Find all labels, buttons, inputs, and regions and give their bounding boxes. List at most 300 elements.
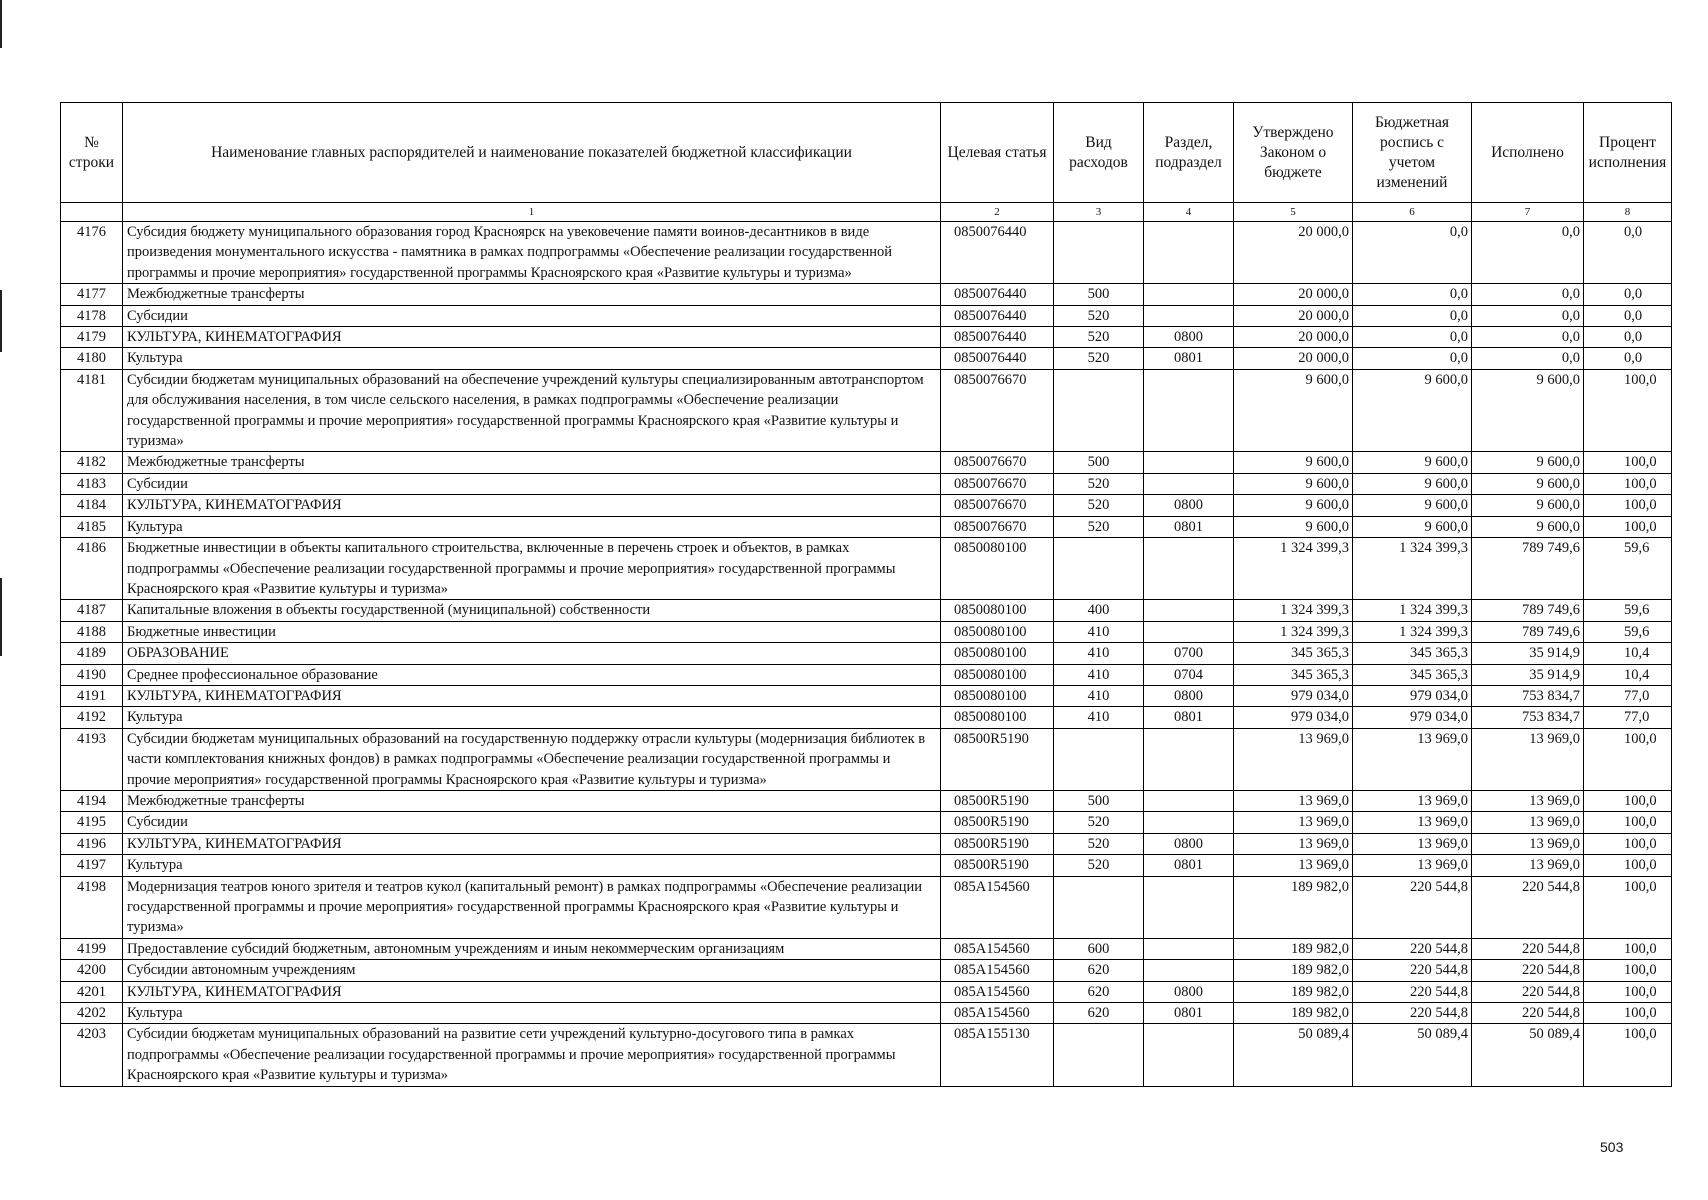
executed-amount: 13 969,0 bbox=[1472, 855, 1584, 876]
expense-type-code: 620 bbox=[1054, 981, 1144, 1002]
column-number: 3 bbox=[1054, 203, 1144, 222]
row-name: Модернизация театров юного зрителя и театров кукол (капитальный ремонт) в рамках подпрограммы «Обеспечение реализации государственной программы и прочие мероприятия» государственной программы Красноярского края «Развитие культуры и туризма» bbox=[123, 876, 941, 938]
scan-margin-mark bbox=[0, 0, 2, 48]
column-number-row bbox=[61, 203, 1672, 222]
approved-amount: 13 969,0 bbox=[1234, 790, 1353, 811]
table-row bbox=[61, 981, 1672, 1002]
execution-percent: 100,0 bbox=[1584, 728, 1672, 790]
approved-amount: 13 969,0 bbox=[1234, 812, 1353, 833]
approved-amount: 20 000,0 bbox=[1234, 348, 1353, 369]
target-article-code: 0850076440 bbox=[941, 327, 1054, 348]
table-row bbox=[61, 876, 1672, 938]
row-name: Межбюджетные трансферты bbox=[123, 284, 941, 305]
row-name: КУЛЬТУРА, КИНЕМАТОГРАФИЯ bbox=[123, 833, 941, 854]
executed-amount: 13 969,0 bbox=[1472, 728, 1584, 790]
row-name: КУЛЬТУРА, КИНЕМАТОГРАФИЯ bbox=[123, 495, 941, 516]
execution-percent: 100,0 bbox=[1584, 369, 1672, 452]
execution-percent: 100,0 bbox=[1584, 981, 1672, 1002]
target-article-code: 085A154560 bbox=[941, 981, 1054, 1002]
row-name: Субсидии bbox=[123, 812, 941, 833]
budget-list-amount: 220 544,8 bbox=[1353, 960, 1472, 981]
section-code: 0800 bbox=[1144, 327, 1234, 348]
executed-amount: 9 600,0 bbox=[1472, 473, 1584, 494]
expense-type-code: 520 bbox=[1054, 473, 1144, 494]
column-number: 5 bbox=[1234, 203, 1353, 222]
budget-list-amount: 9 600,0 bbox=[1353, 495, 1472, 516]
header-name: Наименование главных распорядителей и наименование показателей бюджетной классификации bbox=[123, 103, 941, 203]
column-number: 8 bbox=[1584, 203, 1672, 222]
budget-list-amount: 979 034,0 bbox=[1353, 707, 1472, 728]
execution-percent: 59,6 bbox=[1584, 600, 1672, 621]
executed-amount: 9 600,0 bbox=[1472, 452, 1584, 473]
expense-type-code bbox=[1054, 876, 1144, 938]
row-name: Межбюджетные трансферты bbox=[123, 452, 941, 473]
row-number: 4194 bbox=[61, 790, 123, 811]
section-code bbox=[1144, 600, 1234, 621]
executed-amount: 220 544,8 bbox=[1472, 981, 1584, 1002]
row-number: 4186 bbox=[61, 538, 123, 600]
expense-type-code bbox=[1054, 369, 1144, 452]
row-number: 4183 bbox=[61, 473, 123, 494]
executed-amount: 13 969,0 bbox=[1472, 833, 1584, 854]
executed-amount: 0,0 bbox=[1472, 284, 1584, 305]
row-name: Культура bbox=[123, 707, 941, 728]
target-article-code: 085A154560 bbox=[941, 938, 1054, 959]
row-name: Культура bbox=[123, 855, 941, 876]
expense-type-code: 410 bbox=[1054, 664, 1144, 685]
expense-type-code: 520 bbox=[1054, 305, 1144, 326]
executed-amount: 789 749,6 bbox=[1472, 621, 1584, 642]
budget-list-amount: 1 324 399,3 bbox=[1353, 600, 1472, 621]
column-number: 7 bbox=[1472, 203, 1584, 222]
row-name: Субсидия бюджету муниципального образования город Красноярск на увековечение памяти воинов-десантников в виде произведения монументального искусства - памятника в рамках подпрограммы «Обеспечение реализации государственной программы и прочие мероприятия» государственной программы Красноярского края «Развитие культуры и туризма» bbox=[123, 222, 941, 284]
row-number: 4181 bbox=[61, 369, 123, 452]
header-row-number: № строки bbox=[61, 103, 123, 203]
row-name: Межбюджетные трансферты bbox=[123, 790, 941, 811]
table-row bbox=[61, 728, 1672, 790]
execution-percent: 77,0 bbox=[1584, 707, 1672, 728]
row-name: Субсидии автономным учреждениям bbox=[123, 960, 941, 981]
table-row bbox=[61, 1003, 1672, 1024]
target-article-code: 0850080100 bbox=[941, 664, 1054, 685]
table-row bbox=[61, 938, 1672, 959]
row-number: 4198 bbox=[61, 876, 123, 938]
header-approved: Утверждено Законом о бюджете bbox=[1234, 103, 1353, 203]
target-article-code: 08500R5190 bbox=[941, 812, 1054, 833]
column-number-blank bbox=[61, 203, 123, 222]
execution-percent: 100,0 bbox=[1584, 1024, 1672, 1086]
expense-type-code: 520 bbox=[1054, 833, 1144, 854]
section-code bbox=[1144, 621, 1234, 642]
row-number: 4189 bbox=[61, 643, 123, 664]
row-number: 4197 bbox=[61, 855, 123, 876]
expense-type-code bbox=[1054, 222, 1144, 284]
row-name: Субсидии bbox=[123, 473, 941, 494]
section-code: 0800 bbox=[1144, 495, 1234, 516]
execution-percent: 100,0 bbox=[1584, 473, 1672, 494]
header-percent: Процент исполнения bbox=[1584, 103, 1672, 203]
execution-percent: 0,0 bbox=[1584, 284, 1672, 305]
row-name: Предоставление субсидий бюджетным, автономным учреждениям и иным некоммерческим организациям bbox=[123, 938, 941, 959]
budget-list-amount: 9 600,0 bbox=[1353, 516, 1472, 537]
budget-list-amount: 13 969,0 bbox=[1353, 855, 1472, 876]
row-name: Бюджетные инвестиции в объекты капитального строительства, включенные в перечень строек и объектов, в рамках подпрограммы «Обеспечение реализации государственной программы и прочие мероприятия» государственной программы Красноярского края «Развитие культуры и туризма» bbox=[123, 538, 941, 600]
section-code: 0700 bbox=[1144, 643, 1234, 664]
row-number: 4188 bbox=[61, 621, 123, 642]
row-number: 4176 bbox=[61, 222, 123, 284]
target-article-code: 085A154560 bbox=[941, 1003, 1054, 1024]
approved-amount: 20 000,0 bbox=[1234, 305, 1353, 326]
section-code bbox=[1144, 938, 1234, 959]
expense-type-code: 520 bbox=[1054, 495, 1144, 516]
table-body bbox=[61, 222, 1672, 1087]
table-row bbox=[61, 222, 1672, 284]
target-article-code: 0850076670 bbox=[941, 473, 1054, 494]
budget-list-amount: 50 089,4 bbox=[1353, 1024, 1472, 1086]
row-name: Субсидии бюджетам муниципальных образований на обеспечение учреждений культуры специализированным автотранспортом для обслуживания населения, в том числе сельского населения, в рамках подпрограммы «Обеспечение реализации государственной программы и прочие мероприятия» государственной программы Красноярского края «Развитие культуры и туризма» bbox=[123, 369, 941, 452]
expense-type-code bbox=[1054, 538, 1144, 600]
expense-type-code: 600 bbox=[1054, 938, 1144, 959]
row-number: 4178 bbox=[61, 305, 123, 326]
approved-amount: 1 324 399,3 bbox=[1234, 538, 1353, 600]
table-row bbox=[61, 664, 1672, 685]
executed-amount: 9 600,0 bbox=[1472, 495, 1584, 516]
row-number: 4196 bbox=[61, 833, 123, 854]
target-article-code: 0850076440 bbox=[941, 284, 1054, 305]
row-number: 4187 bbox=[61, 600, 123, 621]
executed-amount: 220 544,8 bbox=[1472, 938, 1584, 959]
budget-list-amount: 0,0 bbox=[1353, 305, 1472, 326]
execution-percent: 100,0 bbox=[1584, 1003, 1672, 1024]
target-article-code: 08500R5190 bbox=[941, 790, 1054, 811]
section-code bbox=[1144, 728, 1234, 790]
execution-percent: 100,0 bbox=[1584, 812, 1672, 833]
section-code: 0801 bbox=[1144, 1003, 1234, 1024]
row-number: 4193 bbox=[61, 728, 123, 790]
approved-amount: 9 600,0 bbox=[1234, 452, 1353, 473]
executed-amount: 0,0 bbox=[1472, 222, 1584, 284]
execution-percent: 59,6 bbox=[1584, 538, 1672, 600]
section-code: 0800 bbox=[1144, 833, 1234, 854]
approved-amount: 20 000,0 bbox=[1234, 222, 1353, 284]
target-article-code: 0850080100 bbox=[941, 685, 1054, 706]
execution-percent: 100,0 bbox=[1584, 938, 1672, 959]
row-number: 4177 bbox=[61, 284, 123, 305]
section-code bbox=[1144, 1024, 1234, 1086]
section-code bbox=[1144, 812, 1234, 833]
row-number: 4199 bbox=[61, 938, 123, 959]
target-article-code: 0850080100 bbox=[941, 621, 1054, 642]
approved-amount: 189 982,0 bbox=[1234, 1003, 1353, 1024]
executed-amount: 0,0 bbox=[1472, 348, 1584, 369]
table-row bbox=[61, 327, 1672, 348]
row-name: Культура bbox=[123, 516, 941, 537]
approved-amount: 9 600,0 bbox=[1234, 473, 1353, 494]
scan-margin-mark bbox=[0, 578, 2, 656]
header-section: Раздел, подраздел bbox=[1144, 103, 1234, 203]
expense-type-code: 500 bbox=[1054, 790, 1144, 811]
expense-type-code: 520 bbox=[1054, 812, 1144, 833]
budget-list-amount: 0,0 bbox=[1353, 327, 1472, 348]
section-code bbox=[1144, 473, 1234, 494]
row-number: 4192 bbox=[61, 707, 123, 728]
expense-type-code: 520 bbox=[1054, 516, 1144, 537]
table-row bbox=[61, 369, 1672, 452]
approved-amount: 1 324 399,3 bbox=[1234, 621, 1353, 642]
row-number: 4190 bbox=[61, 664, 123, 685]
header-executed: Исполнено bbox=[1472, 103, 1584, 203]
target-article-code: 08500R5190 bbox=[941, 855, 1054, 876]
budget-list-amount: 0,0 bbox=[1353, 284, 1472, 305]
executed-amount: 220 544,8 bbox=[1472, 960, 1584, 981]
target-article-code: 085A154560 bbox=[941, 960, 1054, 981]
row-name: Субсидии бюджетам муниципальных образований на государственную поддержку отрасли культуры (модернизация библиотек в части комплектования книжных фондов) в рамках подпрограммы «Обеспечение реализации государственной программы и прочие мероприятия» государственной программы Красноярского края «Развитие культуры и туризма» bbox=[123, 728, 941, 790]
budget-list-amount: 0,0 bbox=[1353, 222, 1472, 284]
budget-list-amount: 220 544,8 bbox=[1353, 938, 1472, 959]
expense-type-code: 520 bbox=[1054, 855, 1144, 876]
expense-type-code: 410 bbox=[1054, 643, 1144, 664]
column-number: 6 bbox=[1353, 203, 1472, 222]
executed-amount: 35 914,9 bbox=[1472, 664, 1584, 685]
approved-amount: 9 600,0 bbox=[1234, 516, 1353, 537]
row-number: 4182 bbox=[61, 452, 123, 473]
budget-list-amount: 13 969,0 bbox=[1353, 728, 1472, 790]
section-code: 0800 bbox=[1144, 685, 1234, 706]
executed-amount: 0,0 bbox=[1472, 305, 1584, 326]
executed-amount: 13 969,0 bbox=[1472, 812, 1584, 833]
target-article-code: 0850080100 bbox=[941, 643, 1054, 664]
budget-execution-table bbox=[60, 102, 1672, 1087]
execution-percent: 100,0 bbox=[1584, 790, 1672, 811]
execution-percent: 100,0 bbox=[1584, 516, 1672, 537]
budget-list-amount: 220 544,8 bbox=[1353, 1003, 1472, 1024]
budget-list-amount: 13 969,0 bbox=[1353, 790, 1472, 811]
row-name: Капитальные вложения в объекты государственной (муниципальной) собственности bbox=[123, 600, 941, 621]
row-number: 4184 bbox=[61, 495, 123, 516]
execution-percent: 0,0 bbox=[1584, 222, 1672, 284]
row-name: Субсидии бюджетам муниципальных образований на развитие сети учреждений культурно-досугового типа в рамках подпрограммы «Обеспечение реализации государственной программы и прочие мероприятия» государственной программы Красноярского края «Развитие культуры и туризма» bbox=[123, 1024, 941, 1086]
table-row bbox=[61, 452, 1672, 473]
table-row bbox=[61, 600, 1672, 621]
budget-list-amount: 345 365,3 bbox=[1353, 664, 1472, 685]
execution-percent: 0,0 bbox=[1584, 305, 1672, 326]
approved-amount: 189 982,0 bbox=[1234, 938, 1353, 959]
target-article-code: 085A155130 bbox=[941, 1024, 1054, 1086]
approved-amount: 189 982,0 bbox=[1234, 876, 1353, 938]
table-row bbox=[61, 685, 1672, 706]
executed-amount: 220 544,8 bbox=[1472, 1003, 1584, 1024]
execution-percent: 100,0 bbox=[1584, 452, 1672, 473]
row-number: 4191 bbox=[61, 685, 123, 706]
execution-percent: 0,0 bbox=[1584, 348, 1672, 369]
row-number: 4203 bbox=[61, 1024, 123, 1086]
target-article-code: 085A154560 bbox=[941, 876, 1054, 938]
table-row bbox=[61, 643, 1672, 664]
scan-margin-mark bbox=[0, 290, 2, 352]
approved-amount: 13 969,0 bbox=[1234, 855, 1353, 876]
execution-percent: 100,0 bbox=[1584, 876, 1672, 938]
target-article-code: 0850080100 bbox=[941, 600, 1054, 621]
section-code bbox=[1144, 960, 1234, 981]
row-name: Культура bbox=[123, 348, 941, 369]
table-row bbox=[61, 707, 1672, 728]
section-code: 0704 bbox=[1144, 664, 1234, 685]
column-number: 2 bbox=[941, 203, 1054, 222]
row-name: Субсидии bbox=[123, 305, 941, 326]
target-article-code: 0850076670 bbox=[941, 452, 1054, 473]
execution-percent: 10,4 bbox=[1584, 664, 1672, 685]
executed-amount: 35 914,9 bbox=[1472, 643, 1584, 664]
table-row bbox=[61, 538, 1672, 600]
approved-amount: 20 000,0 bbox=[1234, 327, 1353, 348]
budget-list-amount: 1 324 399,3 bbox=[1353, 538, 1472, 600]
budget-list-amount: 979 034,0 bbox=[1353, 685, 1472, 706]
budget-list-amount: 220 544,8 bbox=[1353, 876, 1472, 938]
table-row bbox=[61, 473, 1672, 494]
approved-amount: 20 000,0 bbox=[1234, 284, 1353, 305]
target-article-code: 08500R5190 bbox=[941, 833, 1054, 854]
expense-type-code: 520 bbox=[1054, 327, 1144, 348]
section-code bbox=[1144, 876, 1234, 938]
table-row bbox=[61, 621, 1672, 642]
execution-percent: 100,0 bbox=[1584, 495, 1672, 516]
execution-percent: 10,4 bbox=[1584, 643, 1672, 664]
header-budget-list: Бюджетная роспись с учетом изменений bbox=[1353, 103, 1472, 203]
target-article-code: 0850076670 bbox=[941, 516, 1054, 537]
table-row bbox=[61, 284, 1672, 305]
approved-amount: 189 982,0 bbox=[1234, 981, 1353, 1002]
table-row bbox=[61, 855, 1672, 876]
expense-type-code: 620 bbox=[1054, 960, 1144, 981]
expense-type-code: 620 bbox=[1054, 1003, 1144, 1024]
executed-amount: 9 600,0 bbox=[1472, 369, 1584, 452]
executed-amount: 50 089,4 bbox=[1472, 1024, 1584, 1086]
row-name: Культура bbox=[123, 1003, 941, 1024]
execution-percent: 100,0 bbox=[1584, 833, 1672, 854]
expense-type-code: 400 bbox=[1054, 600, 1144, 621]
budget-list-amount: 9 600,0 bbox=[1353, 473, 1472, 494]
row-name: ОБРАЗОВАНИЕ bbox=[123, 643, 941, 664]
row-name: КУЛЬТУРА, КИНЕМАТОГРАФИЯ bbox=[123, 981, 941, 1002]
approved-amount: 50 089,4 bbox=[1234, 1024, 1353, 1086]
table-row bbox=[61, 495, 1672, 516]
execution-percent: 100,0 bbox=[1584, 855, 1672, 876]
table-row bbox=[61, 812, 1672, 833]
section-code: 0800 bbox=[1144, 981, 1234, 1002]
section-code bbox=[1144, 305, 1234, 326]
row-name: Бюджетные инвестиции bbox=[123, 621, 941, 642]
executed-amount: 789 749,6 bbox=[1472, 600, 1584, 621]
table-header-row bbox=[61, 103, 1672, 203]
approved-amount: 13 969,0 bbox=[1234, 833, 1353, 854]
row-number: 4200 bbox=[61, 960, 123, 981]
target-article-code: 0850080100 bbox=[941, 707, 1054, 728]
expense-type-code: 410 bbox=[1054, 707, 1144, 728]
target-article-code: 0850076670 bbox=[941, 369, 1054, 452]
section-code: 0801 bbox=[1144, 707, 1234, 728]
target-article-code: 0850076440 bbox=[941, 348, 1054, 369]
table-row bbox=[61, 833, 1672, 854]
budget-list-amount: 13 969,0 bbox=[1353, 812, 1472, 833]
target-article-code: 0850080100 bbox=[941, 538, 1054, 600]
row-name: Среднее профессиональное образование bbox=[123, 664, 941, 685]
row-name: КУЛЬТУРА, КИНЕМАТОГРАФИЯ bbox=[123, 327, 941, 348]
executed-amount: 9 600,0 bbox=[1472, 516, 1584, 537]
table-row bbox=[61, 960, 1672, 981]
executed-amount: 0,0 bbox=[1472, 327, 1584, 348]
approved-amount: 345 365,3 bbox=[1234, 664, 1353, 685]
section-code bbox=[1144, 284, 1234, 305]
section-code bbox=[1144, 790, 1234, 811]
target-article-code: 0850076440 bbox=[941, 305, 1054, 326]
row-number: 4180 bbox=[61, 348, 123, 369]
approved-amount: 189 982,0 bbox=[1234, 960, 1353, 981]
budget-list-amount: 345 365,3 bbox=[1353, 643, 1472, 664]
executed-amount: 220 544,8 bbox=[1472, 876, 1584, 938]
page-number: 503 bbox=[1600, 1139, 1624, 1155]
expense-type-code bbox=[1054, 1024, 1144, 1086]
approved-amount: 979 034,0 bbox=[1234, 707, 1353, 728]
expense-type-code: 520 bbox=[1054, 348, 1144, 369]
target-article-code: 0850076670 bbox=[941, 495, 1054, 516]
expense-type-code bbox=[1054, 728, 1144, 790]
section-code bbox=[1144, 222, 1234, 284]
section-code: 0801 bbox=[1144, 516, 1234, 537]
row-number: 4201 bbox=[61, 981, 123, 1002]
approved-amount: 9 600,0 bbox=[1234, 369, 1353, 452]
row-number: 4202 bbox=[61, 1003, 123, 1024]
column-number: 4 bbox=[1144, 203, 1234, 222]
section-code bbox=[1144, 538, 1234, 600]
executed-amount: 753 834,7 bbox=[1472, 707, 1584, 728]
approved-amount: 9 600,0 bbox=[1234, 495, 1353, 516]
executed-amount: 753 834,7 bbox=[1472, 685, 1584, 706]
section-code bbox=[1144, 369, 1234, 452]
section-code: 0801 bbox=[1144, 855, 1234, 876]
table-row bbox=[61, 790, 1672, 811]
expense-type-code: 410 bbox=[1054, 621, 1144, 642]
executed-amount: 789 749,6 bbox=[1472, 538, 1584, 600]
approved-amount: 1 324 399,3 bbox=[1234, 600, 1353, 621]
execution-percent: 0,0 bbox=[1584, 327, 1672, 348]
table-row bbox=[61, 516, 1672, 537]
header-target-article: Целевая статья bbox=[941, 103, 1054, 203]
execution-percent: 77,0 bbox=[1584, 685, 1672, 706]
table-row bbox=[61, 305, 1672, 326]
expense-type-code: 500 bbox=[1054, 452, 1144, 473]
row-number: 4185 bbox=[61, 516, 123, 537]
row-number: 4195 bbox=[61, 812, 123, 833]
execution-percent: 100,0 bbox=[1584, 960, 1672, 981]
budget-list-amount: 1 324 399,3 bbox=[1353, 621, 1472, 642]
execution-percent: 59,6 bbox=[1584, 621, 1672, 642]
executed-amount: 13 969,0 bbox=[1472, 790, 1584, 811]
approved-amount: 979 034,0 bbox=[1234, 685, 1353, 706]
budget-list-amount: 220 544,8 bbox=[1353, 981, 1472, 1002]
target-article-code: 0850076440 bbox=[941, 222, 1054, 284]
section-code bbox=[1144, 452, 1234, 473]
table-row bbox=[61, 1024, 1672, 1086]
budget-list-amount: 13 969,0 bbox=[1353, 833, 1472, 854]
budget-list-amount: 9 600,0 bbox=[1353, 369, 1472, 452]
target-article-code: 08500R5190 bbox=[941, 728, 1054, 790]
expense-type-code: 410 bbox=[1054, 685, 1144, 706]
approved-amount: 345 365,3 bbox=[1234, 643, 1353, 664]
table-row bbox=[61, 348, 1672, 369]
header-expense-type: Вид расходов bbox=[1054, 103, 1144, 203]
approved-amount: 13 969,0 bbox=[1234, 728, 1353, 790]
row-number: 4179 bbox=[61, 327, 123, 348]
